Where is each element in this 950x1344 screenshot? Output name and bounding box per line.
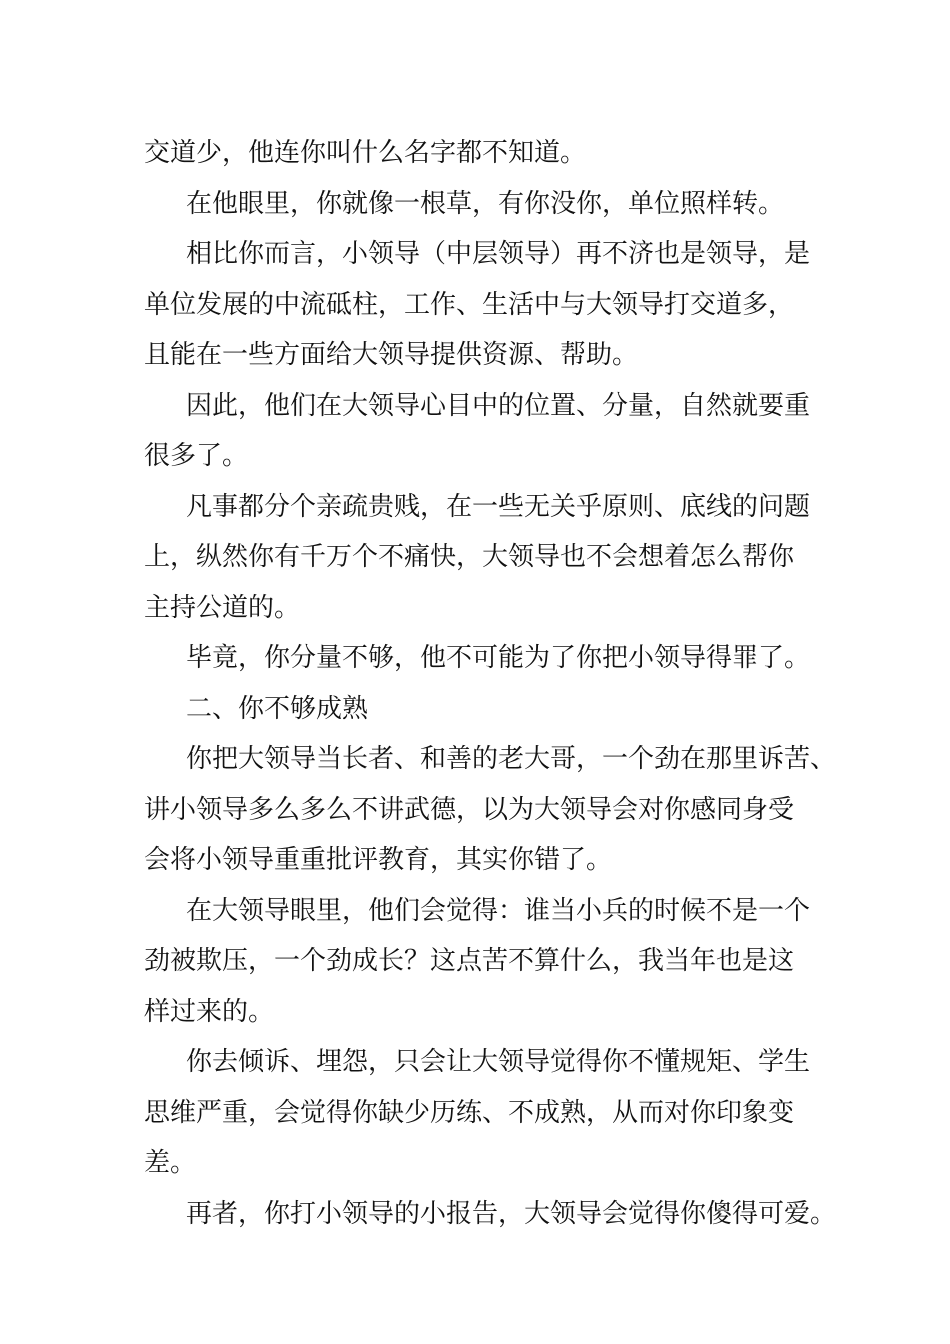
text-line: 交道少，他连你叫什么名字都不知道。: [144, 138, 587, 168]
text-line: 你把大领导当长者、和善的老大哥，一个劲在那里诉苦、: [186, 744, 837, 774]
text-line: 上，纵然你有千万个不痛快，大领导也不会想着怎么帮你: [144, 542, 795, 572]
section-heading: [144, 684, 844, 735]
text-line: 且能在一些方面给大领导提供资源、帮助。: [144, 340, 639, 370]
paragraph: [144, 886, 844, 1038]
text-line: 相比你而言，小领导（中层领导）再不济也是领导，是: [186, 239, 811, 269]
text-line: 样过来的。: [144, 996, 275, 1027]
text-line: 再者，你打小领导的小报告，大领导会觉得你傻得可爱。: [186, 1198, 837, 1229]
text-line: 在大领导眼里，他们会觉得：谁当小兵的时候不是一个: [186, 895, 811, 926]
text-line: 二、你不够成熟: [186, 693, 369, 724]
paragraph: [144, 1189, 844, 1240]
paragraph: [144, 229, 844, 381]
text-line: 因此，他们在大领导心目中的位置、分量，自然就要重: [186, 390, 811, 421]
text-line: 很多了。: [144, 441, 249, 471]
text-line: 会将小领导重重批评教育，其实你错了。: [144, 845, 613, 875]
document-body: [144, 128, 844, 1239]
paragraph: [144, 179, 844, 230]
text-line: 劲被欺压，一个劲成长？这点苦不算什么，我当年也是这: [144, 946, 795, 976]
text-line: 毕竟，你分量不够，他不可能为了你把小领导得罪了。: [186, 643, 811, 673]
text-line: 讲小领导多么多么不讲武德，以为大领导会对你感同身受: [144, 794, 795, 825]
text-line: 单位发展的中流砥柱，工作、生活中与大领导打交道多，: [144, 289, 795, 320]
text-line: 在他眼里，你就像一根草，有你没你，单位照样转。: [186, 188, 785, 219]
text-line: 凡事都分个亲疏贵贱，在一些无关乎原则、底线的问题: [186, 491, 811, 522]
paragraph: [144, 734, 844, 886]
paragraph: [144, 128, 844, 179]
paragraph: [144, 633, 844, 684]
paragraph: [144, 381, 844, 482]
paragraph: [144, 482, 844, 634]
text-line: 主持公道的。: [144, 592, 301, 623]
text-line: 你去倾诉、埋怨，只会让大领导觉得你不懂规矩、学生: [186, 1047, 811, 1077]
text-line: 差。: [144, 1148, 197, 1178]
text-line: 思维严重，会觉得你缺少历练、不成熟，从而对你印象变: [144, 1097, 795, 1128]
paragraph: [144, 1037, 844, 1189]
